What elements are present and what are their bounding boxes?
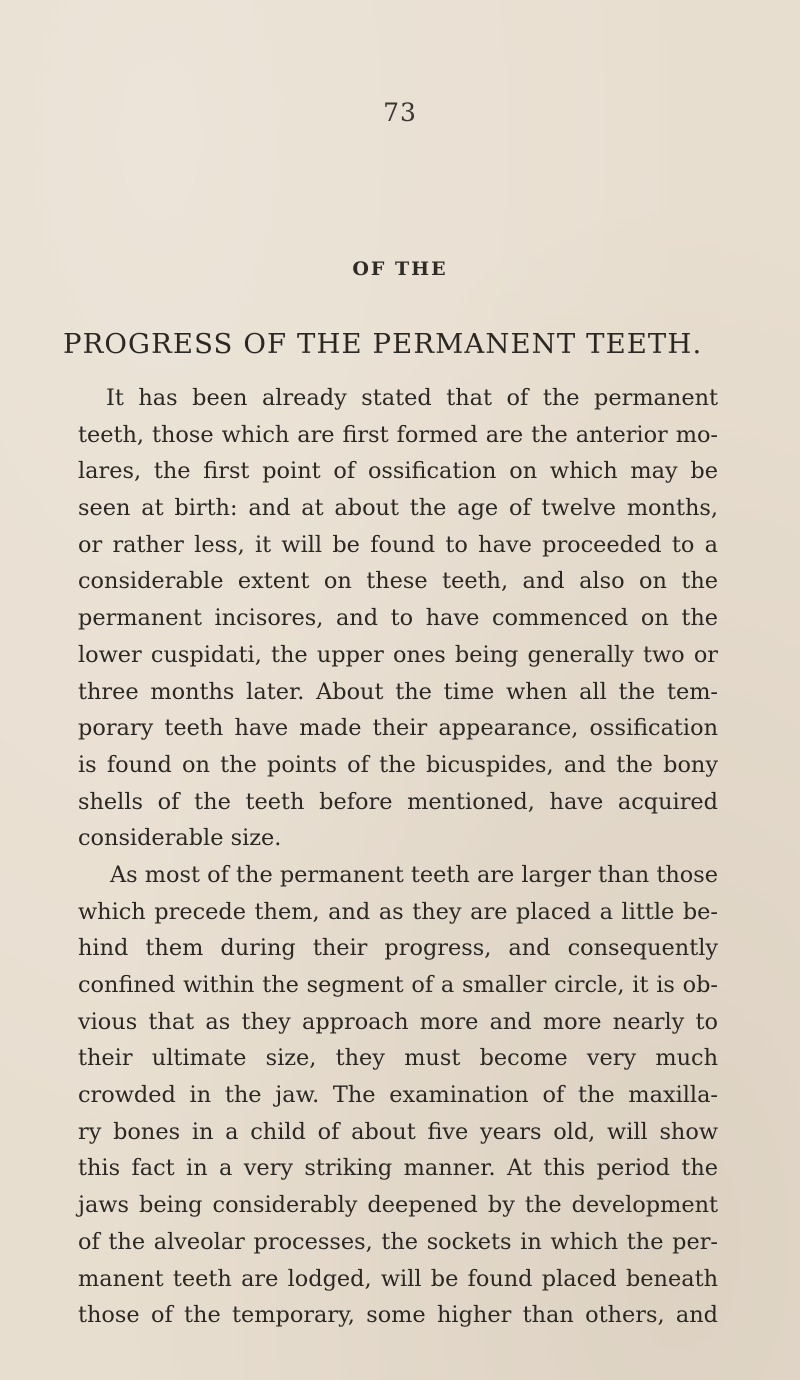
section-heading-prefix: OF THE: [352, 258, 448, 280]
text-line: hind them during their progress, and consequently: [78, 935, 718, 962]
text-line: of the alveolar processes, the sockets in which the per-: [78, 1228, 718, 1255]
text-line: crowded in the jaw. The examination of the maxilla-: [78, 1082, 718, 1109]
text-line: this fact in a very striking manner. At this period the: [78, 1155, 718, 1182]
body-text: [78, 380, 718, 1334]
text-line: confined within the segment of a smaller circle, it is ob-: [78, 972, 718, 998]
text-line: manent teeth are lodged, will be found placed beneath: [78, 1265, 718, 1292]
text-line: shells of the teeth before mentioned, have acquired: [78, 788, 718, 815]
text-line: is found on the points of the bicuspides, and the bony: [78, 751, 718, 778]
text-line: jaws being considerably deepened by the development: [78, 1192, 718, 1219]
paragraph-1: [78, 380, 718, 857]
page-number: 73: [383, 98, 417, 127]
text-line: their ultimate size, they must become very much: [78, 1045, 718, 1072]
section-title: PROGRESS OF THE PERMANENT TEETH.: [63, 328, 703, 360]
text-line: seen at birth: and at about the age of twelve months,: [78, 495, 718, 522]
text-line: considerable extent on these teeth, and also on the: [78, 568, 718, 595]
text-line: or rather less, it will be found to have proceeded to a: [78, 531, 718, 558]
text-line: teeth, those which are first formed are the anterior mo-: [78, 421, 718, 448]
text-line: lares, the first point of ossification on which may be: [78, 458, 718, 485]
text-line: porary teeth have made their appearance, ossification: [78, 715, 718, 742]
text-line: which precede them, and as they are placed a little be-: [78, 898, 718, 925]
text-line: ry bones in a child of about five years old, will show: [78, 1118, 718, 1145]
text-line: those of the temporary, some higher than others, and: [78, 1302, 718, 1329]
text-line: As most of the permanent teeth are larger than those: [110, 861, 718, 888]
paragraph-2: [78, 857, 718, 1334]
text-line: three months later. About the time when all the tem-: [78, 678, 718, 705]
text-line: It has been already stated that of the permanent: [106, 385, 718, 411]
text-line: lower cuspidati, the upper ones being generally two or: [78, 641, 718, 668]
text-line: considerable size.: [78, 825, 282, 852]
text-line: permanent incisores, and to have commenced on the: [78, 605, 718, 632]
text-line: vious that as they approach more and more nearly to: [78, 1008, 718, 1035]
